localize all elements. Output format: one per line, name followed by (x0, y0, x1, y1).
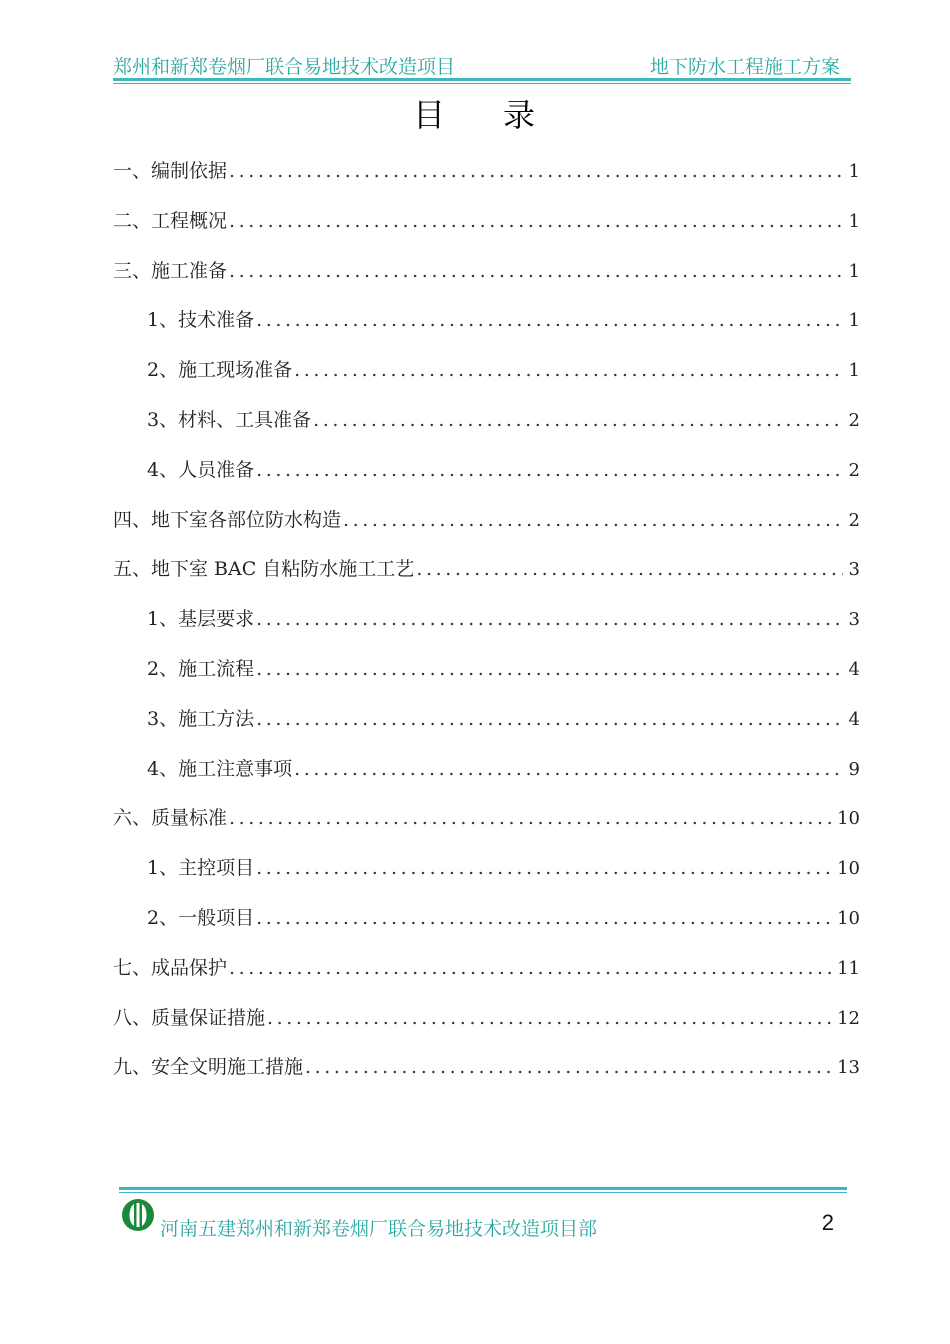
toc-dot-leader (305, 1056, 831, 1078)
toc-dot-leader (256, 608, 842, 630)
table-of-contents (113, 156, 860, 1102)
toc-entry-page: 13 (837, 1057, 860, 1079)
toc-entry-label: 3、材料、工具准备 (147, 408, 312, 431)
toc-entry-page: 2 (848, 459, 860, 481)
toc-entry-label: 六、质量标准 (113, 807, 228, 830)
toc-entry-label: 七、成品保护 (113, 956, 228, 979)
toc-entry[interactable] (113, 206, 860, 256)
toc-entry-label: 九、安全文明施工措施 (113, 1056, 304, 1079)
toc-entry-page: 1 (848, 310, 860, 332)
toc-entry[interactable] (113, 305, 860, 355)
toc-entry[interactable] (113, 256, 860, 306)
toc-entry-label: 二、工程概况 (113, 209, 228, 232)
toc-dot-leader (256, 857, 831, 879)
toc-entry[interactable] (113, 405, 860, 455)
footer-rule-thin (119, 1192, 847, 1193)
toc-entry-page: 12 (837, 1007, 860, 1029)
toc-entry-page: 10 (837, 808, 860, 830)
toc-dot-leader (256, 907, 831, 929)
page-title (0, 90, 950, 136)
toc-entry-page: 4 (848, 708, 860, 730)
toc-entry-page: 10 (837, 858, 860, 880)
toc-entry[interactable] (113, 853, 860, 903)
toc-entry-label: 一、编制依据 (113, 160, 228, 182)
toc-entry-page: 11 (837, 957, 860, 979)
toc-entry-label: 1、技术准备 (147, 309, 255, 332)
toc-dot-leader (294, 359, 842, 381)
toc-entry-label: 1、主控项目 (147, 857, 255, 880)
toc-entry-label: 4、人员准备 (147, 458, 255, 481)
toc-dot-leader (229, 957, 831, 979)
toc-entry-page: 3 (848, 559, 860, 581)
toc-entry-label: 四、地下室各部位防水构造 (113, 508, 342, 531)
toc-dot-leader (343, 509, 843, 531)
toc-dot-leader (229, 210, 843, 232)
toc-dot-leader (256, 459, 842, 481)
toc-entry-label: 4、施工注意事项 (147, 757, 293, 780)
toc-dot-leader (229, 260, 843, 282)
title-char-2: 录 (503, 96, 538, 134)
toc-entry-page: 1 (848, 210, 860, 232)
toc-entry[interactable] (113, 754, 860, 804)
toc-entry-page: 9 (848, 758, 860, 780)
toc-entry-page: 1 (848, 260, 860, 282)
toc-entry-page: 10 (837, 907, 860, 929)
toc-entry-page: 2 (848, 409, 860, 431)
toc-entry[interactable] (113, 654, 860, 704)
header-document-title: 地下防水工程施工方案 (649, 56, 840, 78)
header-project-name: 郑州和新郑卷烟厂联合易地技术改造项目 (113, 56, 456, 78)
toc-entry[interactable] (113, 1003, 860, 1053)
toc-entry[interactable] (113, 803, 860, 853)
toc-dot-leader (256, 708, 842, 730)
toc-entry[interactable] (113, 455, 860, 505)
toc-entry-label: 五、地下室 BAC 自粘防水施工工艺 (113, 558, 415, 581)
toc-entry-page: 4 (848, 658, 860, 680)
toc-entry-label: 2、一般项目 (147, 906, 255, 929)
toc-entry[interactable] (113, 156, 860, 206)
toc-dot-leader (229, 160, 843, 182)
toc-dot-leader (256, 658, 842, 680)
toc-entry[interactable] (113, 903, 860, 953)
toc-entry-label: 八、质量保证措施 (113, 1006, 266, 1029)
toc-entry-label: 三、施工准备 (113, 259, 228, 282)
footer-rule (119, 1187, 847, 1190)
title-char-1: 目 (412, 96, 447, 134)
toc-entry-page: 2 (848, 509, 860, 531)
toc-entry-label: 2、施工流程 (147, 657, 255, 680)
header-rule-thin (113, 83, 851, 84)
toc-entry-label: 1、基层要求 (147, 608, 255, 631)
toc-dot-leader (294, 758, 842, 780)
toc-entry[interactable] (113, 1052, 860, 1102)
toc-dot-leader (229, 807, 831, 829)
toc-dot-leader (313, 409, 842, 431)
toc-dot-leader (416, 558, 842, 580)
footer-organization: 河南五建郑州和新郑卷烟厂联合易地技术改造项目部 (160, 1218, 598, 1240)
toc-entry[interactable] (113, 355, 860, 405)
toc-entry[interactable] (113, 953, 860, 1003)
toc-dot-leader (267, 1007, 831, 1029)
toc-entry[interactable] (113, 604, 860, 654)
header-rule (113, 78, 851, 81)
toc-entry-page: 3 (848, 609, 860, 631)
toc-entry-label: 3、施工方法 (147, 707, 255, 730)
toc-entry[interactable] (113, 505, 860, 555)
toc-dot-leader (256, 309, 842, 331)
toc-entry-page: 1 (848, 161, 860, 182)
page-number: 2 (821, 1210, 834, 1235)
company-logo-icon (121, 1198, 155, 1232)
toc-entry-label: 2、施工现场准备 (147, 359, 293, 382)
toc-entry[interactable] (113, 704, 860, 754)
toc-entry-page: 1 (848, 360, 860, 382)
toc-entry[interactable] (113, 554, 860, 604)
